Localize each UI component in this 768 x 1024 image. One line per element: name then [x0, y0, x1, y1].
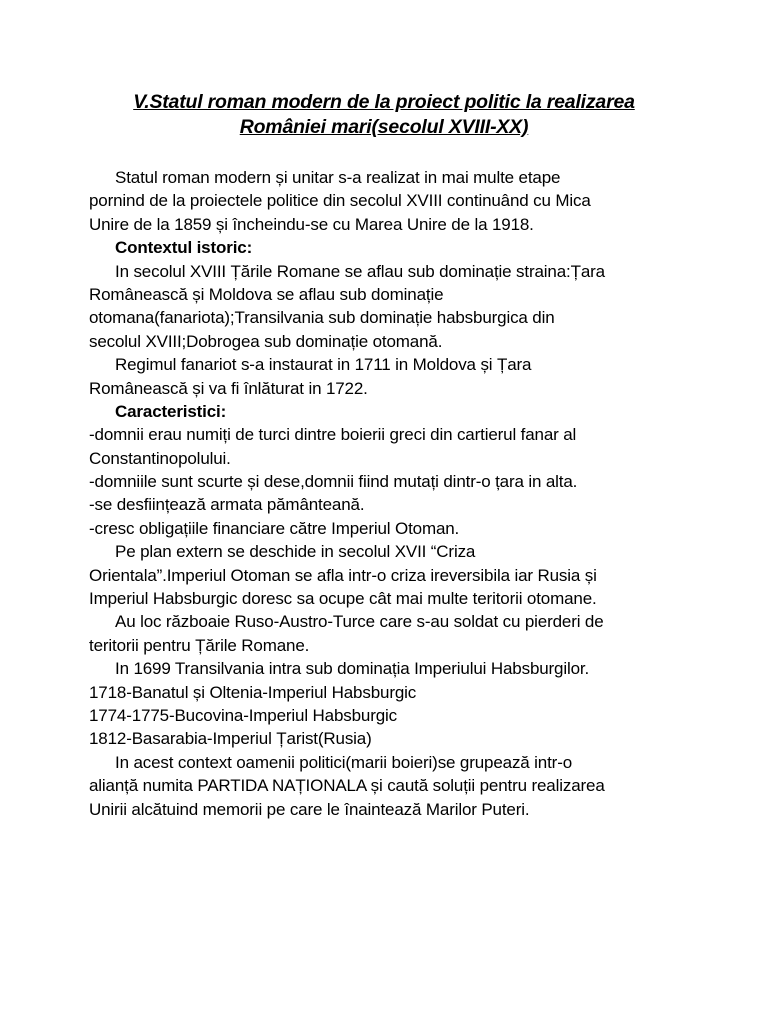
text-line: Constantinopolului. [89, 448, 231, 468]
text-line: Orientala”.Imperiul Otoman se afla intr-o criza ireversibila iar Rusia și [89, 565, 597, 585]
document-body [89, 166, 689, 821]
section-heading-characteristics: Caracteristici: [115, 401, 227, 421]
list-item: -cresc obligațiile financiare către Imperiul Otoman. [89, 518, 460, 538]
list-item: -domniile sunt scurte și dese,domnii fiind mutați dintr-o țara in alta. [89, 472, 578, 492]
text-line: Imperiul Habsburgic doresc sa ocupe cât mai multe teritorii otomane. [89, 589, 597, 609]
section-heading-context: Contextul istoric: [115, 238, 253, 258]
text-line: In 1699 Transilvania intra sub dominația Imperiului Habsburgilor. [115, 659, 590, 679]
text-line: Pe plan extern se deschide in secolul XVII “Criza [115, 542, 476, 562]
text-line: Unire de la 1859 și încheindu-se cu Marea Unire de la 1918. [89, 214, 534, 234]
text-line: In secolul XVIII Țările Romane se aflau sub dominație straina:Țara [115, 261, 605, 281]
text-line: Românească și Moldova se aflau sub dominație [89, 284, 444, 304]
text-line: Românească și va fi înlăturat in 1722. [89, 378, 368, 398]
list-item: 1812-Basarabia-Imperiul Țarist(Rusia) [89, 729, 372, 749]
text-line: pornind de la proiectele politice din secolul XVIII continuând cu Mica [89, 191, 591, 211]
text-line: Statul roman modern și unitar s-a realizat in mai multe etape [115, 168, 561, 187]
text-line: Regimul fanariot s-a instaurat in 1711 in Moldova și Țara [115, 355, 532, 375]
text-line: otomana(fanariota);Transilvania sub dominație habsburgica din [89, 308, 555, 328]
text-line: alianță numita PARTIDA NAȚIONALA și caută soluții pentru realizarea [89, 776, 605, 796]
title-line-1: V.Statul roman modern de la proiect politic la realizarea [133, 91, 635, 113]
text-line: secolul XVIII;Dobrogea sub dominație otomană. [89, 331, 443, 351]
text-line: teritorii pentru Țările Romane. [89, 635, 310, 655]
list-item: -domnii erau numiți de turci dintre boierii greci din cartierul fanar al [89, 425, 577, 445]
title-line-2: României mari(secolul XVIII-XX) [239, 116, 529, 138]
list-item: -se desființează armata pământeană. [89, 495, 365, 515]
document-title [90, 90, 678, 140]
text-line: Unirii alcătuind memorii pe care le înaintează Marilor Puteri. [89, 799, 530, 819]
list-item: 1774-1775-Bucovina-Imperiul Habsburgic [89, 705, 398, 725]
list-item: 1718-Banatul și Oltenia-Imperiul Habsburgic [89, 682, 417, 702]
text-line: In acest context oamenii politici(marii boieri)se grupează intr-o [115, 752, 573, 772]
text-line: Au loc războaie Ruso-Austro-Turce care s-au soldat cu pierderi de [115, 612, 604, 632]
